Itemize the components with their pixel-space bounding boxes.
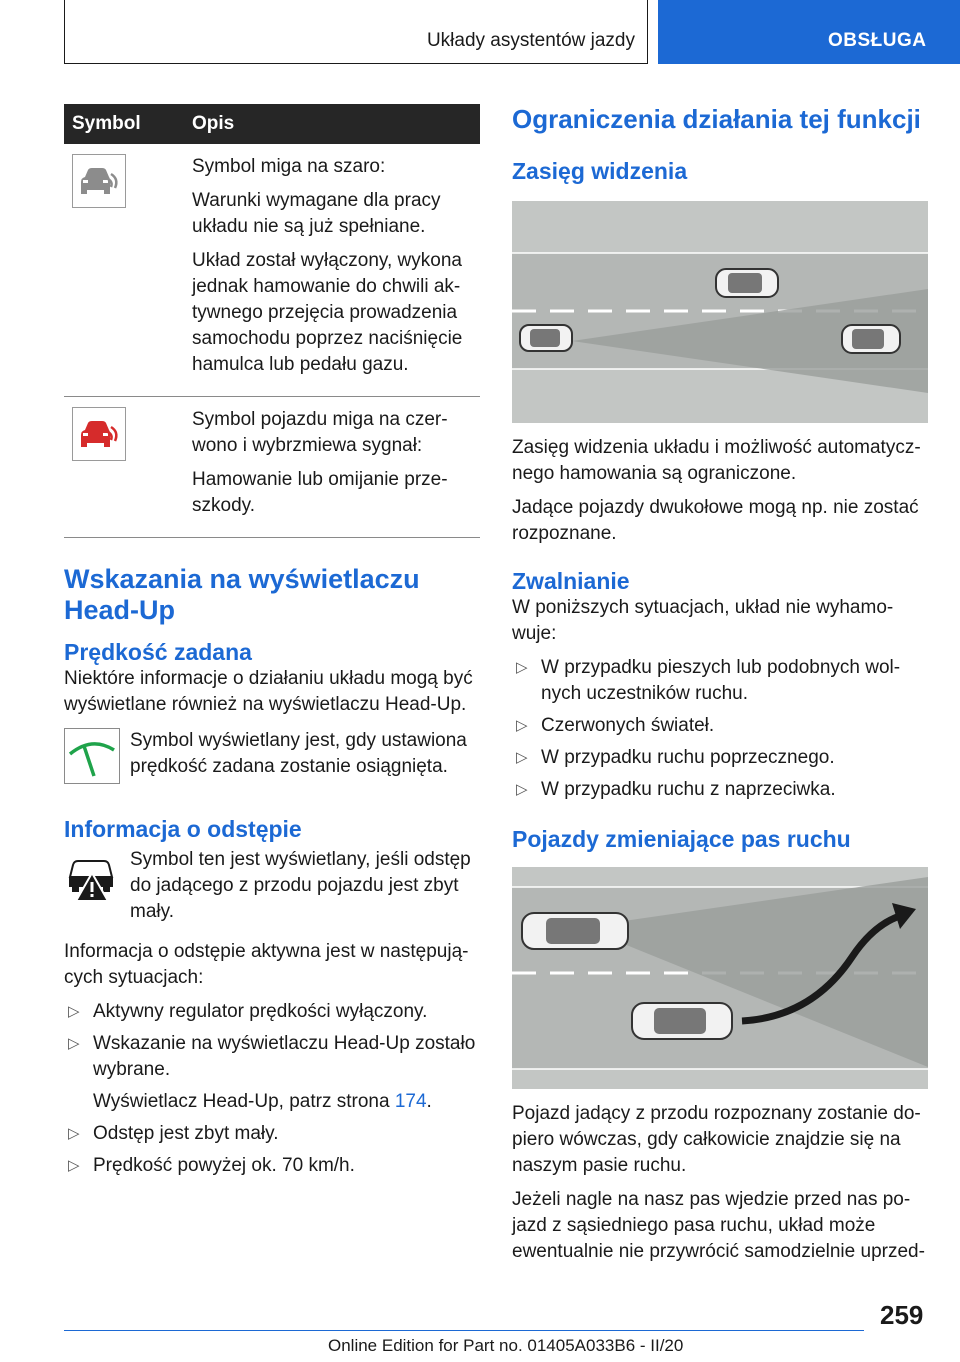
range-subtitle: Zasięg widzenia	[512, 158, 688, 184]
bullet-triangle-icon: ▷	[68, 1125, 80, 1142]
list-item: ▷ W przypadku ruchu z naprzeciwka.	[512, 777, 928, 803]
header-chapter-tab[interactable]: OBSŁUGA	[658, 0, 960, 64]
slow-text: W poniższych sytuacjach, układ nie wyhamo-wuje:	[512, 597, 894, 644]
speed-reached-icon	[64, 728, 122, 789]
list-item: ▷ Czerwonych świateł.	[512, 713, 928, 739]
row1-line2: Warunki wymagane dla pracy układu nie są już spełniane.	[192, 190, 441, 237]
distance-icon-text: Symbol ten jest wyświetlany, jeśli odstęp do jadącego z przodu pojazdu jest zbyt mały.	[130, 849, 471, 922]
limits-title: Ograniczenia działania tej funkcji	[512, 104, 921, 134]
vehicle-warning-grey-icon	[72, 154, 126, 208]
table-row	[64, 144, 480, 397]
header-section-box	[64, 0, 648, 64]
ego-car-icon	[522, 913, 628, 949]
bullet-triangle-icon: ▷	[68, 1157, 80, 1174]
distance-warning-icon	[64, 847, 122, 908]
table-header-description: Opis	[184, 104, 480, 144]
list-item: ▷ Odstęp jest zbyt mały.	[64, 1121, 480, 1147]
slow-subtitle: Zwalnianie	[512, 568, 630, 594]
table-cell-symbol	[64, 144, 184, 397]
page-link[interactable]: 174	[394, 1091, 427, 1112]
row1-line3: Układ został wyłączony, wykona jednak hamowanie do chwili ak-tywnego przejęcia prowadzenia samochodu poprzez naciśnięcie hamulca lub pedału gazu.	[192, 250, 463, 375]
symbol-table	[64, 104, 480, 538]
table-cell-description	[184, 144, 480, 397]
left-column	[64, 104, 480, 1185]
speed-icon-text: Symbol wyświetlany jest, gdy ustawiona prędkość zadana zostanie osiągnięta.	[130, 730, 467, 777]
list-item: ▷ Wskazanie na wyświetlaczu Head-Up zostało wybrane. Wyświetlacz Head-Up, patrz strona 174.	[64, 1031, 480, 1115]
speed-icon-row	[64, 728, 480, 789]
bullet-triangle-icon: ▷	[516, 781, 528, 798]
table-header	[64, 104, 480, 144]
row1-line1: Symbol miga na szaro:	[192, 156, 386, 177]
slow-conditions-list	[512, 655, 928, 803]
header-section-title: Układy asystentów jazdy	[426, 30, 635, 51]
ego-car-icon	[520, 325, 572, 351]
lane-subtitle: Pojazdy zmieniające pas ruchu	[512, 826, 851, 852]
vehicle-warning-red-icon	[72, 407, 126, 461]
list-item: ▷ W przypadku ruchu poprzecznego.	[512, 745, 928, 771]
hud-page-reference: Wyświetlacz Head-Up, patrz strona 174.	[93, 1091, 432, 1112]
range-text-2: Jadące pojazdy dwukołowe mogą np. nie zostać rozpoznane.	[512, 497, 919, 544]
detection-range-illustration	[512, 201, 928, 423]
distance-subtitle: Informacja o odstępie	[64, 816, 302, 842]
distance-text: Informacja o odstępie aktywna jest w następują-cych sytuacjach:	[64, 941, 469, 988]
table-cell-symbol	[64, 397, 184, 538]
bullet-triangle-icon: ▷	[516, 749, 528, 766]
merging-car-icon	[632, 1003, 732, 1039]
list-item: ▷ Prędkość powyżej ok. 70 km/h.	[64, 1153, 480, 1179]
row2-line1: Symbol pojazdu miga na czer-wono i wybrzmiewa sygnał:	[192, 409, 448, 456]
speed-text: Niektóre informacje o działaniu układu mogą być wyświetlane również na wyświetlaczu Head-Up.	[64, 668, 473, 715]
hud-section-title: Wskazania na wyświetlaczu Head-Up	[64, 564, 420, 625]
table-cell-description	[184, 397, 480, 538]
bullet-triangle-icon: ▷	[516, 717, 528, 734]
table-row	[64, 397, 480, 538]
right-column	[512, 104, 928, 1265]
page-number: 259	[880, 1300, 924, 1330]
distance-icon-row	[64, 847, 480, 925]
footer-divider	[64, 1330, 864, 1331]
bullet-triangle-icon: ▷	[68, 1035, 80, 1052]
list-item: ▷ W przypadku pieszych lub podobnych wol-nych uczestników ruchu.	[516, 657, 901, 704]
bullet-triangle-icon: ▷	[68, 1003, 80, 1020]
detected-car-icon	[842, 325, 900, 353]
lane-text-2: Jeżeli nagle na nasz pas wjedzie przed nas po-jazd z sąsiedniego pasa ruchu, układ może ewentualnie nie przywrócić samodzielnie uprzed-	[512, 1189, 925, 1262]
bullet-triangle-icon: ▷	[516, 659, 528, 676]
list-item: ▷ Aktywny regulator prędkości wyłączony.	[64, 999, 480, 1025]
row2-line2: Hamowanie lub omijanie prze-szkody.	[192, 469, 448, 516]
distance-conditions-list	[64, 999, 480, 1179]
range-text-1: Zasięg widzenia układu i możliwość automatycz-nego hamowania są ograniczone.	[512, 437, 921, 484]
speed-subtitle: Prędkość zadana	[64, 639, 252, 665]
table-header-symbol: Symbol	[64, 104, 184, 144]
footer-edition: Online Edition for Part no. 01405A033B6 - II/20	[328, 1336, 684, 1355]
lane-change-illustration	[512, 867, 928, 1089]
other-car-icon	[716, 269, 778, 297]
lane-text-1: Pojazd jadący z przodu rozpoznany zostanie do-piero wówczas, gdy całkowicie znajdzie się na naszym pasie ruchu.	[512, 1103, 921, 1176]
